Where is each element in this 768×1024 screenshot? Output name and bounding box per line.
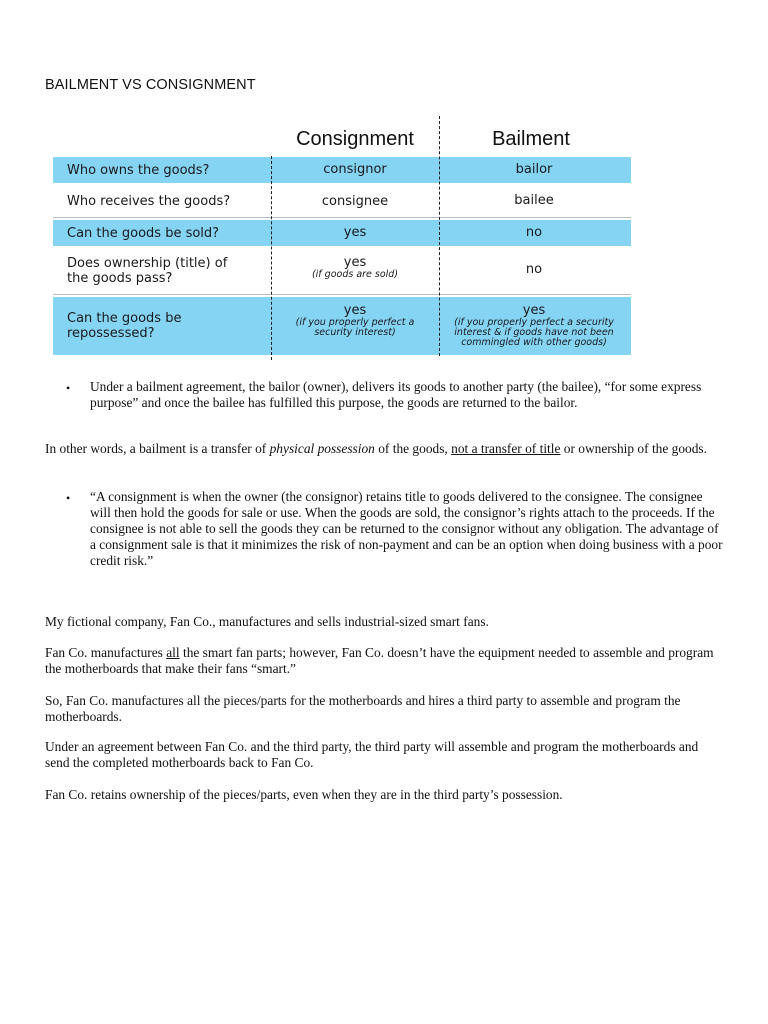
comparison-table bbox=[53, 116, 631, 361]
other-words-paragraph: In other words, a bailment is a transfer of physical possession of the goods, not a transfer of title or ownership of the goods. bbox=[45, 441, 707, 456]
consignment-cell: yes (if goods are sold) bbox=[311, 255, 399, 280]
row-divider bbox=[53, 294, 631, 295]
row-question: Can the goods be repossessed? bbox=[67, 311, 182, 341]
row-question: Does ownership (title) of the goods pass? bbox=[67, 256, 228, 286]
bullet-point: • bbox=[66, 491, 71, 505]
bailment-cell: no bbox=[525, 225, 543, 240]
bailment-cell: no bbox=[525, 262, 543, 277]
column-header-consignment: Consignment bbox=[296, 128, 414, 150]
document-heading: BAILMENT VS CONSIGNMENT bbox=[45, 77, 256, 93]
table-row bbox=[53, 157, 631, 183]
row-divider bbox=[53, 217, 631, 218]
fan-co-third-party-paragraph: So, Fan Co. manufactures all the pieces/parts for the motherboards and hires a third party to assemble and program the motherboards. bbox=[45, 693, 681, 724]
column-divider bbox=[439, 116, 440, 356]
column-divider bbox=[271, 156, 272, 360]
fan-co-parts-paragraph: Fan Co. manufactures all the smart fan parts; however, Fan Co. doesn’t have the equipment needed to assemble and program the motherboards that make their fans “smart.” bbox=[45, 645, 714, 676]
table-row bbox=[53, 297, 631, 355]
consignment-bullet-text: “A consignment is when the owner (the consignor) retains title to goods delivered to the consignee. The consignee will then hold the goods for sale or use. When the goods are sold, the consignor’s rights attach to the proceeds. If the consignee is not able to sell the goods they can be returned to the consignor without any obligation. The advantage of a consignment sale is that it minimizes the risk of non-payment and can be an option when doing business with a poor credit risk.” bbox=[90, 489, 723, 568]
bailment-cell: bailee bbox=[514, 193, 554, 208]
bullet-point: • bbox=[66, 381, 71, 395]
bailment-cell: bailor bbox=[515, 162, 553, 177]
table-row bbox=[53, 248, 631, 294]
column-header-bailment: Bailment bbox=[492, 128, 570, 150]
consignment-cell: consignee bbox=[321, 194, 389, 209]
fan-co-intro-paragraph: My fictional company, Fan Co., manufactures and sells industrial-sized smart fans. bbox=[45, 614, 489, 629]
consignment-cell: yes (if you properly perfect a security interest) bbox=[295, 303, 415, 338]
table-row bbox=[53, 186, 631, 216]
table-row bbox=[53, 220, 631, 246]
ownership-paragraph: Fan Co. retains ownership of the pieces/parts, even when they are in the third party’s possession. bbox=[45, 787, 563, 802]
row-question: Can the goods be sold? bbox=[67, 226, 220, 241]
consignment-cell: yes bbox=[343, 225, 367, 240]
agreement-paragraph: Under an agreement between Fan Co. and the third party, the third party will assemble and program the motherboards and send the completed motherboards back to Fan Co. bbox=[45, 739, 699, 770]
consignment-cell: consignor bbox=[323, 162, 387, 177]
row-question: Who owns the goods? bbox=[67, 163, 210, 178]
row-question: Who receives the goods? bbox=[67, 194, 231, 209]
bailment-bullet-text: Under a bailment agreement, the bailor (owner), delivers its goods to another party (the bailee), “for some express purpose” and once the bailee has fulfilled this purpose, the goods are returned to the bailor. bbox=[90, 379, 702, 410]
bailment-cell: yes (if you properly perfect a security interest & if goods have not been commingled with other goods) bbox=[454, 303, 614, 348]
